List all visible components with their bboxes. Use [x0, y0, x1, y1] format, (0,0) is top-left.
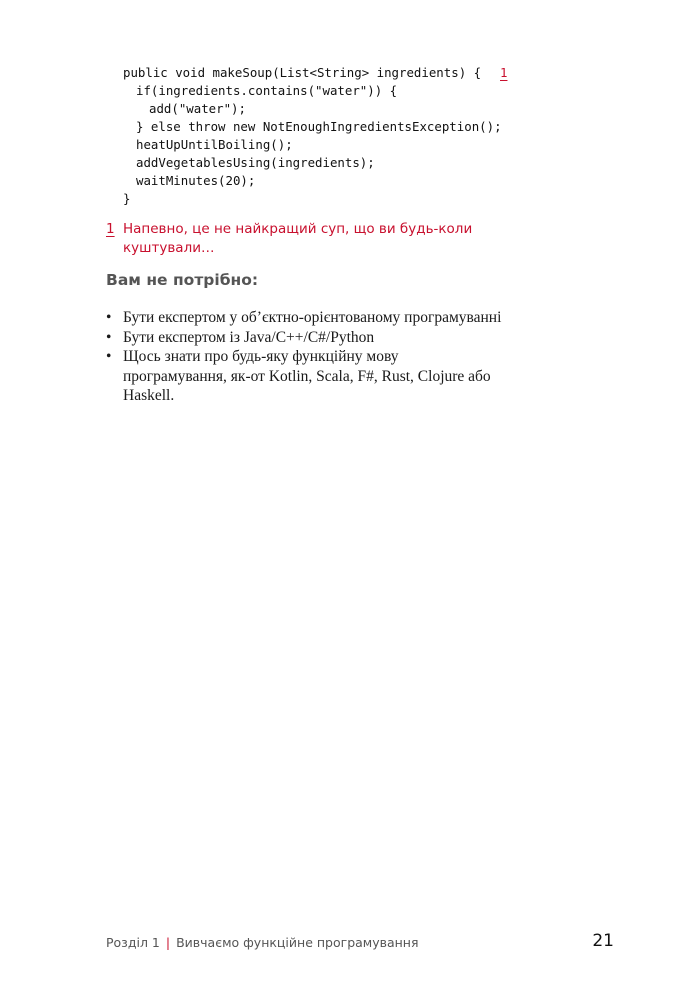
chapter-label: Розділ 1	[106, 935, 160, 950]
page-number: 21	[592, 931, 614, 951]
code-line: add("water");	[149, 101, 246, 116]
annotation-note	[106, 220, 486, 258]
page-footer	[106, 935, 419, 950]
annotation-text: Напевно, це не найкращий суп, що ви будь-коли куштували…	[123, 221, 473, 256]
chapter-title: Вивчаємо функційне програмування	[176, 935, 419, 950]
list-item	[106, 328, 506, 348]
list-item	[106, 347, 506, 406]
code-block	[123, 64, 502, 208]
code-line: }	[123, 191, 131, 206]
code-line: heatUpUntilBoiling();	[136, 137, 293, 152]
footer-separator: |	[165, 935, 171, 950]
requirements-list	[106, 308, 506, 406]
list-item	[106, 308, 506, 328]
code-line: if(ingredients.contains("water")) {	[136, 83, 398, 98]
bullet-icon: •	[106, 328, 112, 346]
list-item-text: Бути експертом із Java/C++/C#/Python	[123, 328, 375, 346]
code-line: addVegetablesUsing(ingredients);	[136, 155, 375, 170]
list-item-text: Щось знати про будь-яку функційну мову програмування, як-от Kotlin, Scala, F#, Rust, Clojure або Haskell.	[123, 348, 491, 404]
code-line: waitMinutes(20);	[136, 173, 256, 188]
list-item-text: Бути експертом у об’єктно-орієнтованому програмуванні	[123, 309, 502, 326]
annotation-marker: 1	[106, 221, 115, 237]
bullet-icon: •	[106, 309, 112, 326]
code-line: public void makeSoup(List<String> ingredients) {	[123, 65, 482, 80]
section-heading: Вам не потрібно:	[106, 271, 259, 289]
code-line: } else throw new NotEnoughIngredientsException();	[136, 119, 502, 134]
annotation-marker: 1	[500, 65, 508, 80]
bullet-icon: •	[106, 348, 112, 365]
